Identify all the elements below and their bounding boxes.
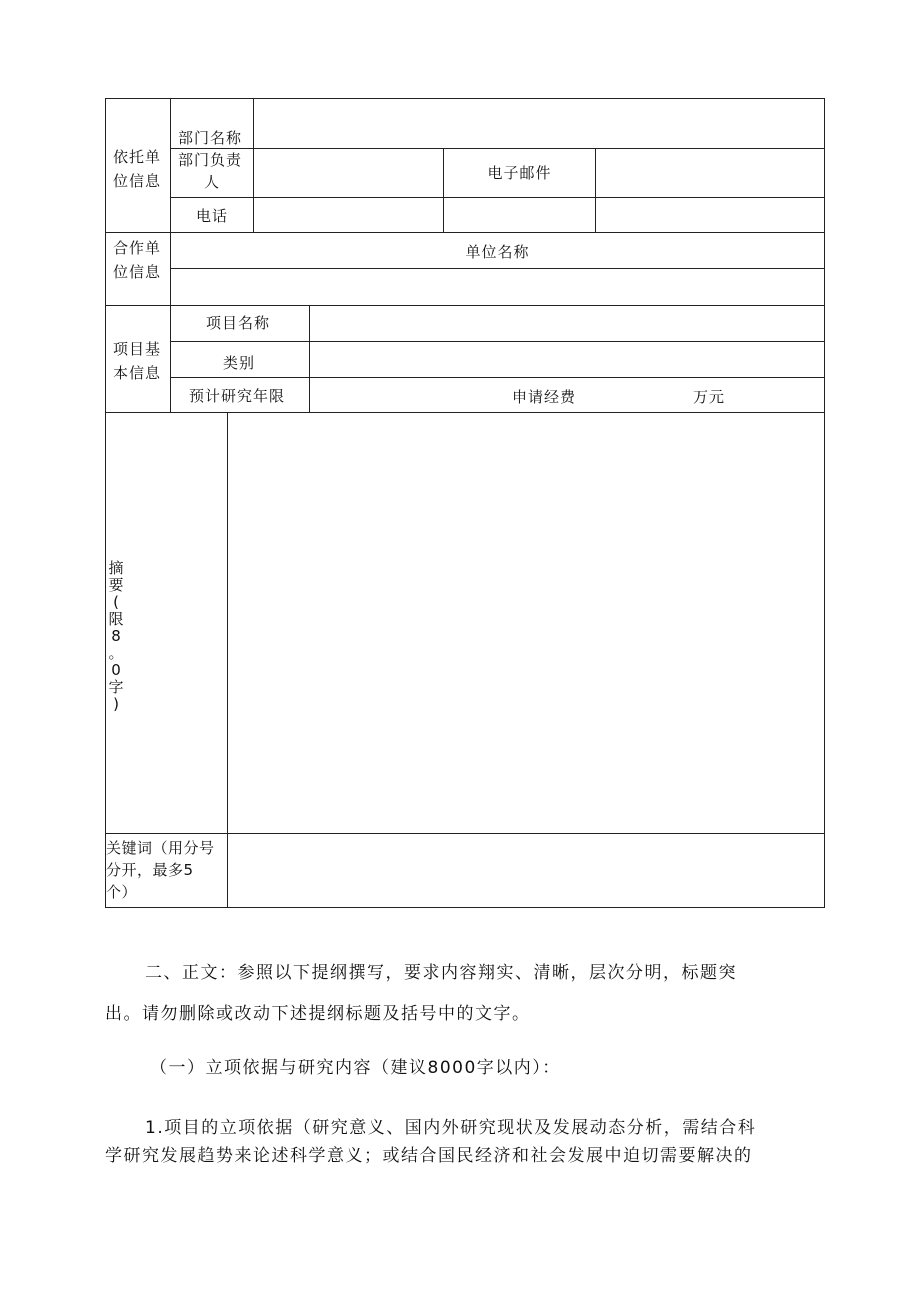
dept-name-label: 部门名称 [178, 129, 243, 147]
item-1-line-1: 1.项目的立项依据（研究意义、国内外研究现状及发展动态分析，需结合科 [145, 1118, 757, 1138]
grid-line [170, 305, 171, 413]
section-heading-1: （一）立项依据与研究内容（建议8000字以内）： [150, 1058, 561, 1078]
grid-line [170, 377, 825, 378]
partner-unit-label: 合作单 位信息 [113, 239, 162, 281]
abstract-label: 摘 要 ( 限 8 。 0 字 ) [108, 559, 124, 713]
phone-field-extra[interactable] [444, 198, 595, 232]
phone-label: 电话 [196, 207, 229, 225]
body-paragraph-1-line-1: 二、正文：参照以下提纲撰写，要求内容翔实、清晰，层次分明，标题突 [145, 963, 737, 983]
category-field[interactable] [310, 342, 824, 377]
project-name-label: 项目名称 [206, 314, 271, 332]
dept-name-field[interactable] [254, 99, 824, 148]
email-field[interactable] [596, 149, 824, 197]
funding-unit: 万元 [693, 388, 726, 406]
project-info-label: 项目基 本信息 [113, 340, 162, 382]
grid-line [105, 232, 825, 233]
host-unit-label: 依托单 位信息 [113, 148, 162, 190]
phone-field-extra-2[interactable] [596, 198, 824, 232]
category-label: 类别 [223, 354, 256, 372]
dept-head-field[interactable] [254, 149, 443, 197]
table-border-left [105, 98, 106, 908]
grid-line [170, 98, 171, 233]
body-paragraph-1-line-2: 出。请勿删除或改动下述提纲标题及括号中的文字。 [105, 1004, 531, 1024]
keywords-field[interactable] [228, 834, 824, 907]
duration-label: 预计研究年限 [189, 387, 286, 405]
abstract-field[interactable] [228, 413, 824, 833]
partner-unit-name-header: 单位名称 [465, 243, 530, 261]
project-name-field[interactable] [310, 306, 824, 341]
table-border-right [824, 98, 825, 908]
phone-field[interactable] [254, 198, 443, 232]
funding-label: 申请经费 [512, 388, 577, 406]
table-border-bottom [105, 907, 825, 908]
partner-unit-name-field[interactable] [171, 269, 824, 305]
email-label: 电子邮件 [487, 164, 552, 182]
keywords-label: 关键词（用分号 分开，最多5 个） [106, 839, 215, 901]
dept-head-label: 部门负责 人 [178, 151, 243, 191]
item-1-line-2: 学研究发展趋势来论述科学意义；或结合国民经济和社会发展中迫切需要解决的 [105, 1146, 753, 1166]
